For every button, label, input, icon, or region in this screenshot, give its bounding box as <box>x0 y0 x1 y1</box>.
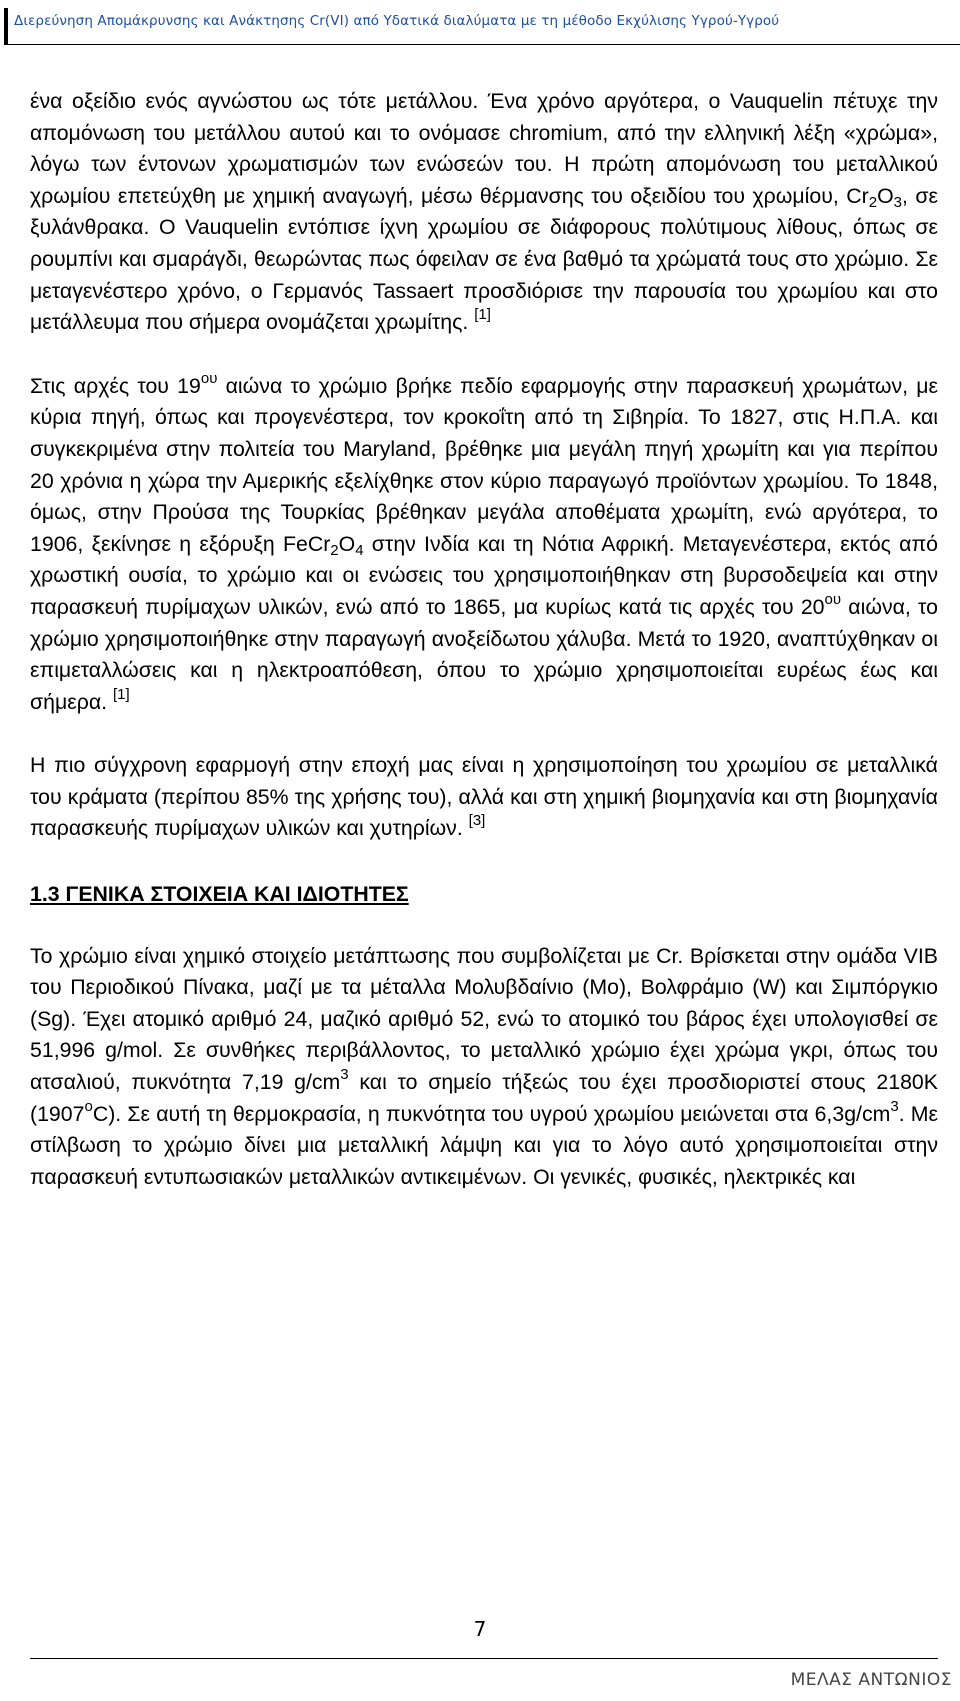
paragraph <box>30 371 938 719</box>
text-run: C). Σε αυτή τη θερμοκρασία, η πυκνότητα του υγρού χρωμίου μειώνεται στα 6,3g/cm <box>92 1101 891 1126</box>
page-number: 7 <box>473 1617 487 1641</box>
superscript: [3] <box>468 812 486 830</box>
text-run: ένα οξείδιο ενός αγνώστου ως τότε μετάλλου. Ένα χρόνο αργότερα, ο Vauquelin πέτυχε την απομόνωση του μετάλλου αυτού και το ονόμασε chromium, από την ελληνική λέξη «χρώμα», λόγω των έντονων χρωματισμών των ενώσεών του. Η πρώτη απομόνωση του μεταλλικού χρωμίου επετεύχθη με χημική αναγωγή, μέσω θέρμανσης του οξειδίου του χρωμίου, Cr <box>30 89 938 208</box>
superscript: 3 <box>340 1066 349 1084</box>
paragraph <box>30 750 938 845</box>
superscript: 3 <box>890 1097 899 1115</box>
text-run: αιώνα το χρώμιο βρήκε πεδίο εφαρμογής στην παρασκευή χρωμάτων, με κύρια πηγή, όπως και προγενέστερα, τον κροκοΐτη από τη Σιβηρία. Το 1827, στις Η.Π.Α. και συγκεκριμένα στην πολιτεία του Maryland, βρέθηκε μια μεγάλη πηγή χρωμίτη και για περίπου 20 χρόνια η χώρα την Αμερικής εξελίχθηκε στον κύριο παραγωγό προϊόντων χρωμίου. Το 1848, όμως, στην Προύσα της Τουρκίας βρέθηκαν μεγάλα αποθέματα χρωμίτη, ενώ αργότερα, το 1906, ξεκίνησε η εξόρυξη FeCr <box>30 373 938 556</box>
header-divider <box>4 44 960 45</box>
subscript: 2 <box>868 193 878 211</box>
section-heading: 1.3 ΓΕΝΙΚΑ ΣΤΟΙΧΕΙΑ ΚΑΙ ΙΔΙΟΤΗΤΕΣ <box>30 882 409 907</box>
superscript: [1] <box>474 306 491 324</box>
text-run: Το χρώμιο είναι χημικό στοιχείο μετάπτωσης που συμβολίζεται με Cr. Βρίσκεται στην ομάδα VIB του Περιοδικού Πίνακα, μαζί με τα μέταλλα Μολυβδαίνιο (Mo), Βολφράμιο (W) και Σιμπόργκιο (Sg). Έχει ατομικό αριθμό 24, μαζικό αριθμό 52, ενώ το ατομικό του βάρος έχει υπολογισθεί σε 51,996 g/mol. Σε συνθήκες περιβάλλοντος, το μεταλλικό χρώμιο έχει χρώμα γκρι, όπως του ατσαλιού, πυκνότητα 7,19 g/cm <box>30 943 938 1095</box>
paragraph <box>30 941 938 1194</box>
superscript: [1] <box>113 685 130 703</box>
text-run: Στις αρχές του 19 <box>30 373 201 398</box>
text-run: Η πιο σύγχρονη εφαρμογή στην εποχή μας είναι η χρησιμοποίηση του χρωμίου σε μεταλλικά του κράματα (περίπου 85% της χρήσης του), αλλά και στη χημική βιομηχανία και στη βιομηχανία παρασκευής πυρίμαχων υλικών και χυτηρίων. <box>30 753 938 841</box>
header-left-bar <box>4 8 8 44</box>
subscript: 3 <box>893 193 902 211</box>
superscript: o <box>84 1097 93 1115</box>
text-run: . Με στίλβωση το χρώμιο δίνει μια μεταλλική λάμψη και για το λόγο αυτό χρησιμοποιείται στην παρασκευή εντυπωσιακών μεταλλικών αντικειμένων. Οι γενικές, φυσικές, ηλεκτρικές και <box>30 1101 938 1189</box>
footer-divider <box>30 1658 938 1659</box>
text-run: στην Ινδία και τη Νότια Αφρική. Μεταγενέστερα, εκτός από χρωστική ουσία, το χρώμιο και οι ενώσεις του χρησιμοποιήθηκαν στη βυρσοδεψεία και στην παρασκευή πυρίμαχων υλικών, ενώ από το 1865, μα κυρίως κατά τις αρχές του 20 <box>30 531 938 619</box>
superscript: ου <box>200 369 218 387</box>
footer-author: ΜΕΛΑΣ ΑΝΤΩΝΙΟΣ <box>790 1670 952 1690</box>
text-run: αιώνα, το χρώμιο χρησιμοποιήθηκε στην παραγωγή ανοξείδωτου χάλυβα. Μετά το 1920, αναπτύχθηκαν οι επιμεταλλώσεις και η ηλεκτροαπόθεση, όπου το χρώμιο χρησιμοποιείται ευρέως έως και σήμερα. <box>30 594 938 714</box>
subscript: 2 <box>330 541 339 559</box>
header-title: Διερεύνηση Απομάκρυνσης και Ανάκτησης Cr(VI) από Υδατικά διαλύματα με τη μέθοδο Εκχύλισης Υγρού-Υγρού <box>14 13 780 29</box>
page-header <box>0 0 960 44</box>
paragraph <box>30 86 938 339</box>
subscript: 4 <box>355 541 364 559</box>
text-run: και το σημείο τήξεώς του έχει προσδιοριστεί στους 2180K (1907 <box>30 1070 938 1126</box>
superscript: ου <box>824 590 842 608</box>
text-run: O <box>338 531 356 556</box>
text-run: O <box>877 183 894 208</box>
body-content <box>30 86 938 1193</box>
text-run: , σε ξυλάνθρακα. Ο Vauquelin εντόπισε ίχνη χρωμίου σε διάφορους πολύτιμους λίθους, όπως σε ρουμπίνι και σμαράγδι, θεωρώντας πως όφειλαν σε ένα βαθμό τα χρώματά τους στο χρώμιο. Σε μεταγενέστερο χρόνο, ο Γερμανός Tassaert προσδιόρισε την παρουσία του χρωμίου και στο μετάλλευμα που σήμερα ονομάζεται χρωμίτης. <box>30 183 938 335</box>
